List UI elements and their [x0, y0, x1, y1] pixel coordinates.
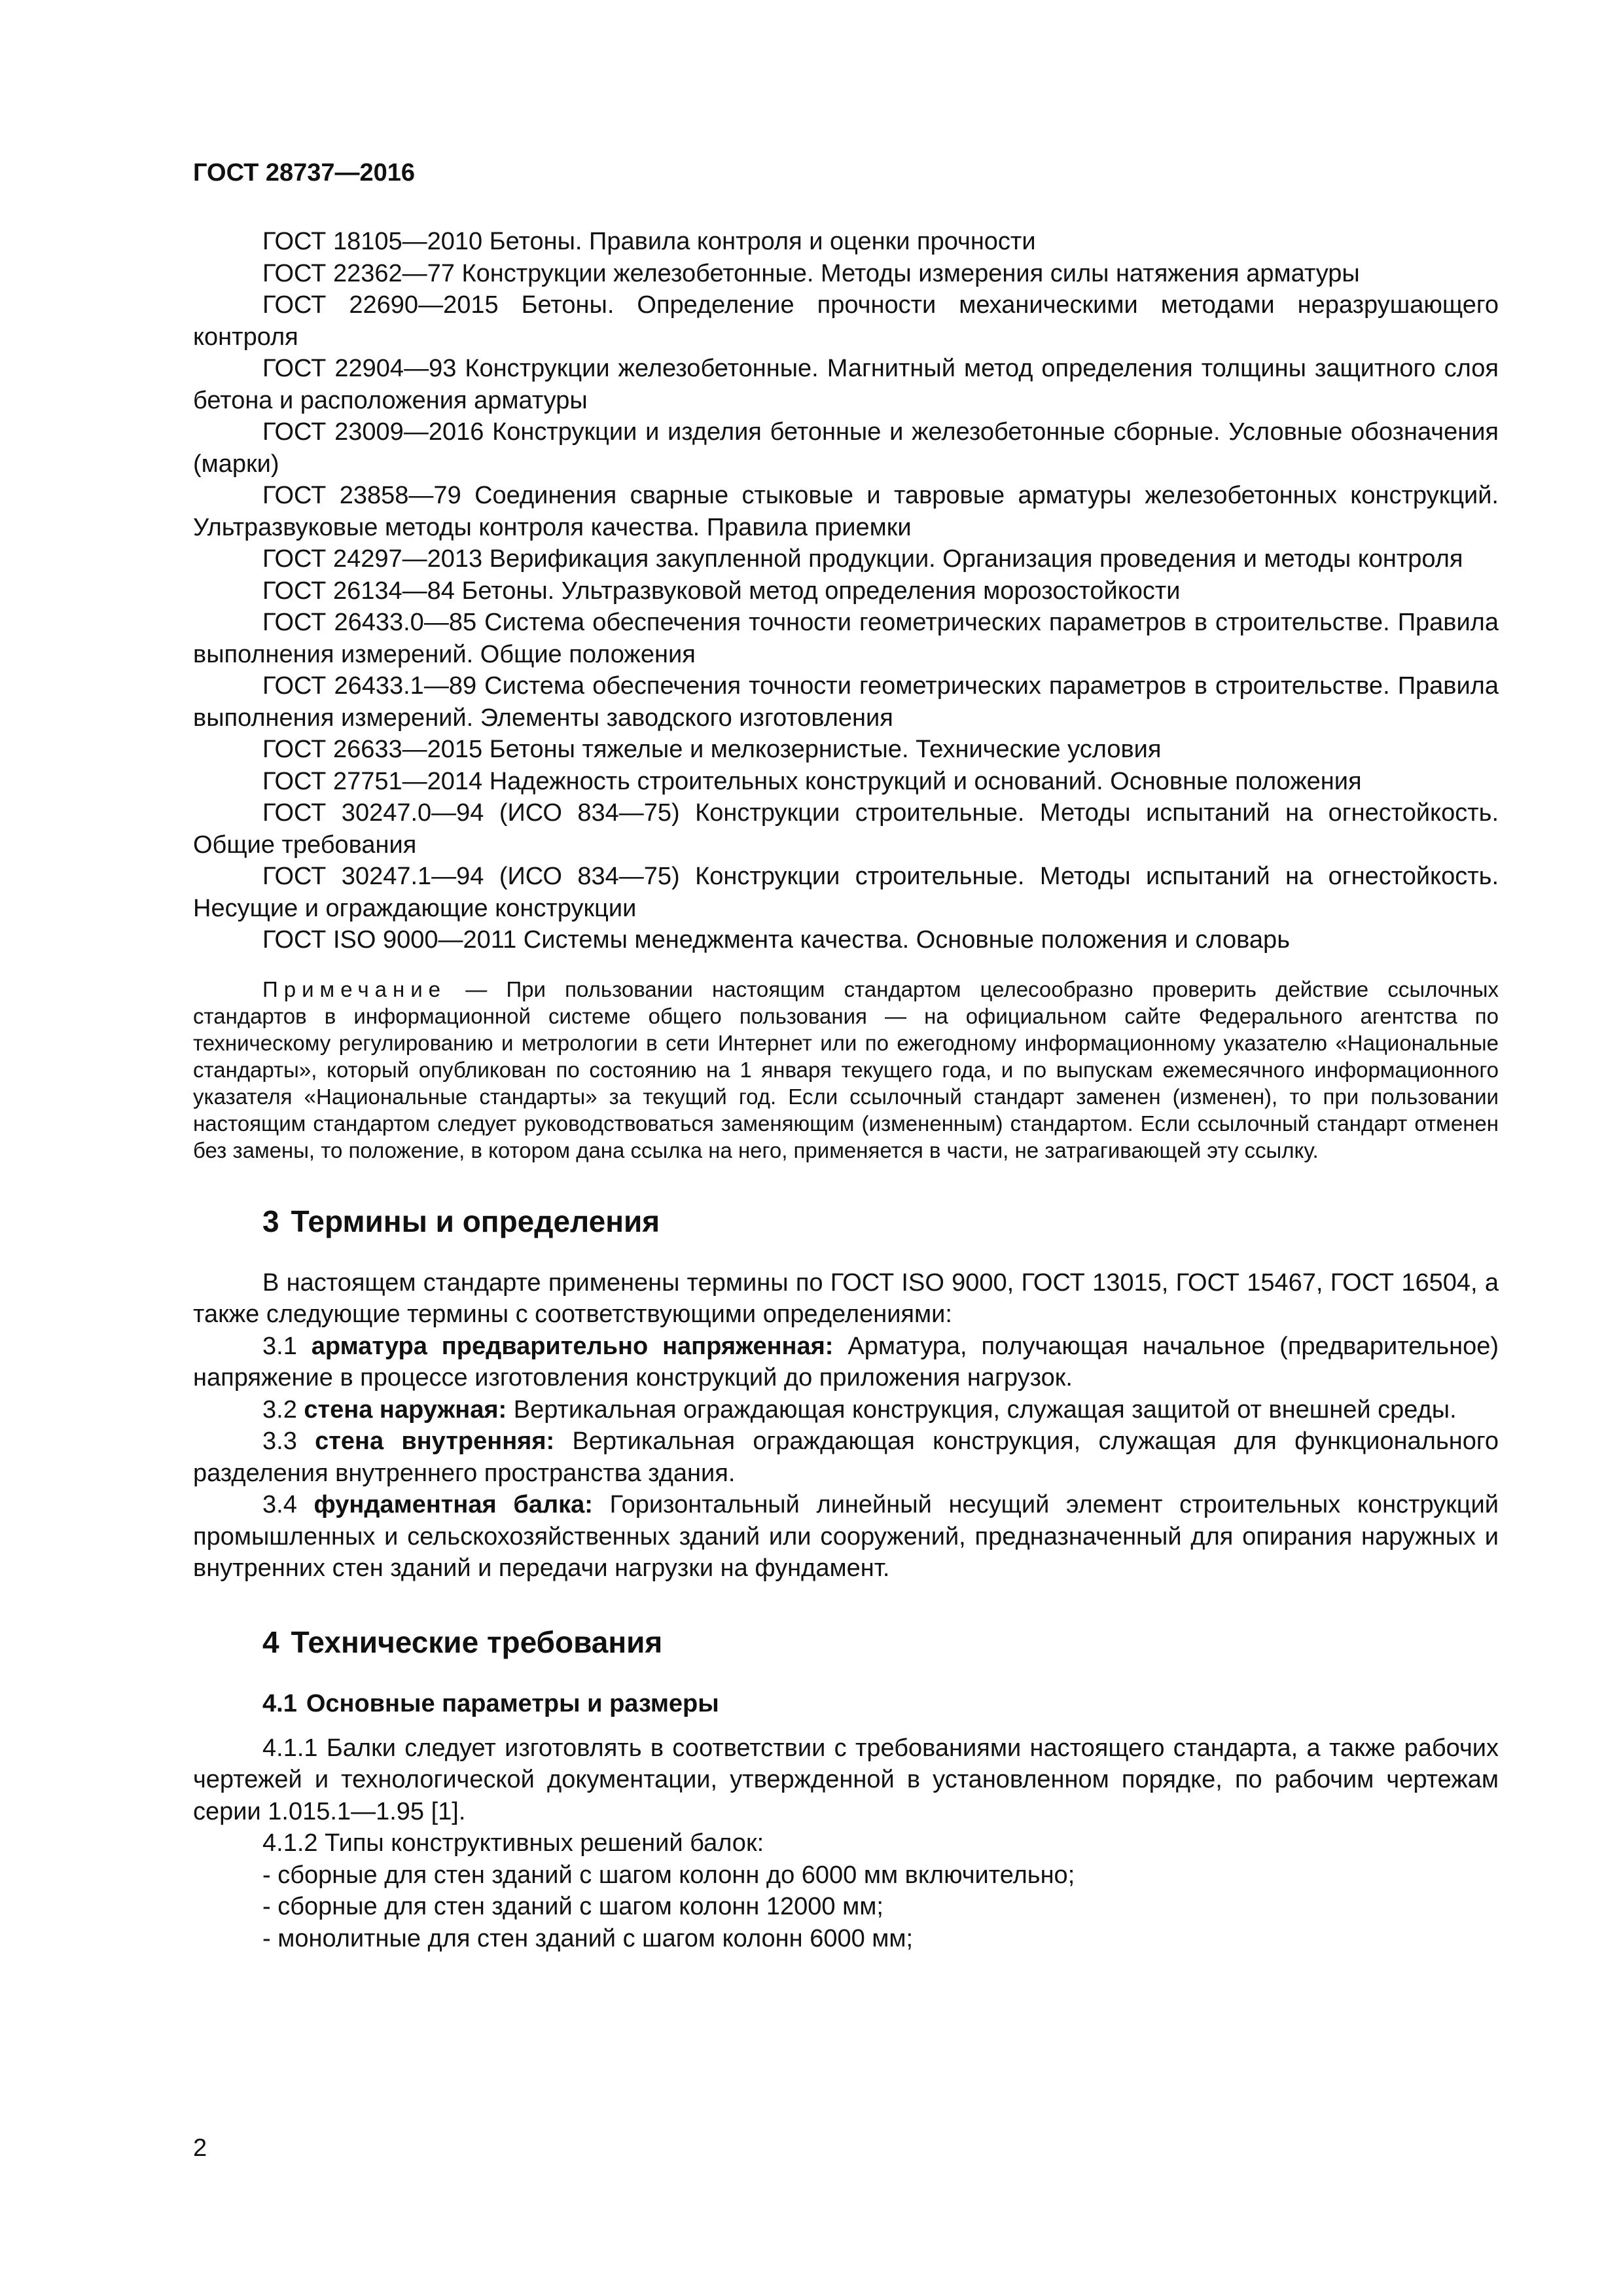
note-text: — При пользовании настоящим стандартом целесообразно проверить действие ссылочных стандартов в информационной системе общего пользования — на официальном сайте Федерального агентства по техническому регулированию и метрологии в сети Интернет или по ежегодному информационному указателю «Национальные стандарты», который опубликован по состоянию на 1 января текущего года, и по выпускам ежемесячного информационного указателя «Национальные стандарты» за текущий год. Если ссылочный стандарт заменен (изменен), то при пользовании настоящим стандартом следует руководствоваться заменяющим (измененным) стандартом. Если ссылочный стандарт отменен без замены, то положение, в котором дана ссылка на него, применяется в части, не затрагивающей эту ссылку.	[193, 977, 1499, 1162]
reference-item: ГОСТ 26134—84 Бетоны. Ультразвуковой метод определения морозостойкости	[262, 577, 1181, 605]
reference-item: ГОСТ 30247.0—94 (ИСО 834—75) Конструкции строительные. Методы испытаний на огнестойкость. Общие требования	[193, 799, 1499, 859]
beam-types-list	[193, 1859, 1499, 1955]
subsection-4-1-heading	[193, 1688, 1499, 1719]
reference-item: ГОСТ 22904—93 Конструкции железобетонные. Магнитный метод определения толщины защитного слоя бетона и расположения арматуры	[193, 355, 1499, 414]
term-text: Арматура, получающая начальное (предварительное) напряжение в процессе изготовления конструкций до приложения нагрузок.	[193, 1332, 1499, 1391]
section-number: 4	[262, 1624, 279, 1659]
reference-item: ГОСТ 26433.1—89 Система обеспечения точности геометрических параметров в строительстве. Правила выполнения измерений. Элементы заводского изготовления	[193, 672, 1499, 732]
clause-paragraph: 4.1.1 Балки следует изготовлять в соответствии с требованиями настоящего стандарта, а также рабочих чертежей и технологической документации, утвержденной в установленном порядке, по рабочим чертежам серии 1.015.1—1.95 [1].	[193, 1734, 1499, 1825]
document-header: ГОСТ 28737—2016	[193, 159, 416, 187]
reference-item: ГОСТ 18105—2010 Бетоны. Правила контроля и оценки прочности	[262, 228, 1036, 255]
reference-item: ГОСТ 26633—2015 Бетоны тяжелые и мелкозернистые. Технические условия	[262, 736, 1162, 763]
term-name: фундаментная балка:	[313, 1491, 593, 1518]
term-name: стена внутренняя:	[315, 1427, 555, 1455]
reference-item: ГОСТ 22362—77 Конструкции железобетонные. Методы измерения силы натяжения арматуры	[262, 259, 1360, 287]
term-number: 3.1	[262, 1332, 297, 1360]
term-definition	[193, 1394, 1499, 1426]
term-text: Вертикальная ограждающая конструкция, служащая для функционального разделения внутреннего пространства здания.	[193, 1427, 1499, 1487]
clause-paragraph: 4.1.2 Типы конструктивных решений балок:	[262, 1829, 764, 1857]
section-4-heading	[193, 1624, 1499, 1660]
term-number: 3.2	[262, 1395, 297, 1424]
reference-item: ГОСТ 23009—2016 Конструкции и изделия бетонные и железобетонные сборные. Условные обозначения (марки)	[193, 418, 1499, 478]
reference-item: ГОСТ 30247.1—94 (ИСО 834—75) Конструкции строительные. Методы испытаний на огнестойкость. Несущие и ограждающие конструкции	[193, 863, 1499, 922]
term-number: 3.3	[262, 1427, 297, 1455]
term-definition	[193, 1331, 1499, 1394]
normative-references-list	[193, 226, 1499, 956]
term-text: Вертикальная ограждающая конструкция, служащая защитой от внешней среды.	[513, 1395, 1457, 1424]
reference-item: ГОСТ 23858—79 Соединения сварные стыковые и тавровые арматуры железобетонных конструкций. Ультразвуковые методы контроля качества. Правила приемки	[193, 482, 1499, 541]
reference-item: ГОСТ 27751—2014 Надежность строительных конструкций и оснований. Основные положения	[262, 767, 1362, 795]
section-4-body	[193, 1732, 1499, 1859]
list-item: - сборные для стен зданий с шагом колонн до 6000 мм включительно;	[262, 1861, 1075, 1889]
section-number: 3	[262, 1204, 279, 1238]
list-item: - монолитные для стен зданий с шагом колонн 6000 мм;	[262, 1924, 914, 1952]
subsection-number: 4.1	[262, 1689, 297, 1717]
term-name: арматура предварительно напряженная:	[311, 1332, 834, 1360]
reference-item: ГОСТ 26433.0—85 Система обеспечения точности геометрических параметров в строительстве. Правила выполнения измерений. Общие положения	[193, 609, 1499, 668]
reference-item: ГОСТ 22690—2015 Бетоны. Определение прочности механическими методами неразрушающего контроля	[193, 291, 1499, 351]
term-name: стена наружная:	[304, 1395, 507, 1424]
reference-item: ГОСТ 24297—2013 Верификация закупленной продукции. Организация проведения и методы контроля	[262, 545, 1463, 573]
term-definition	[193, 1426, 1499, 1489]
subsection-title: Основные параметры и размеры	[306, 1689, 719, 1717]
section-3-heading	[193, 1203, 1499, 1240]
note-label: Примечание	[262, 977, 447, 1001]
section-3-body	[193, 1267, 1499, 1585]
section-intro: В настоящем стандарте применены термины по ГОСТ ISO 9000, ГОСТ 13015, ГОСТ 15467, ГОСТ 16504, а также следующие термины с соответствующими определениями:	[193, 1268, 1499, 1328]
list-item: - сборные для стен зданий с шагом колонн 12000 мм;	[262, 1893, 883, 1920]
page-number: 2	[193, 2134, 207, 2162]
term-number: 3.4	[262, 1491, 297, 1518]
term-text: Горизонтальный линейный несущий элемент строительных конструкций промышленных и сельскохозяйственных зданий или сооружений, предназначенный для опирания наружных и внутренних стен зданий и передачи нагрузки на фундамент.	[193, 1491, 1499, 1582]
term-definition	[193, 1489, 1499, 1585]
document-body	[193, 226, 1499, 1954]
section-title: Термины и определения	[291, 1204, 660, 1238]
reference-item: ГОСТ ISO 9000—2011 Системы менеджмента качества. Основные положения и словарь	[262, 926, 1290, 954]
note-paragraph	[193, 976, 1499, 1164]
section-title: Технические требования	[291, 1624, 663, 1659]
